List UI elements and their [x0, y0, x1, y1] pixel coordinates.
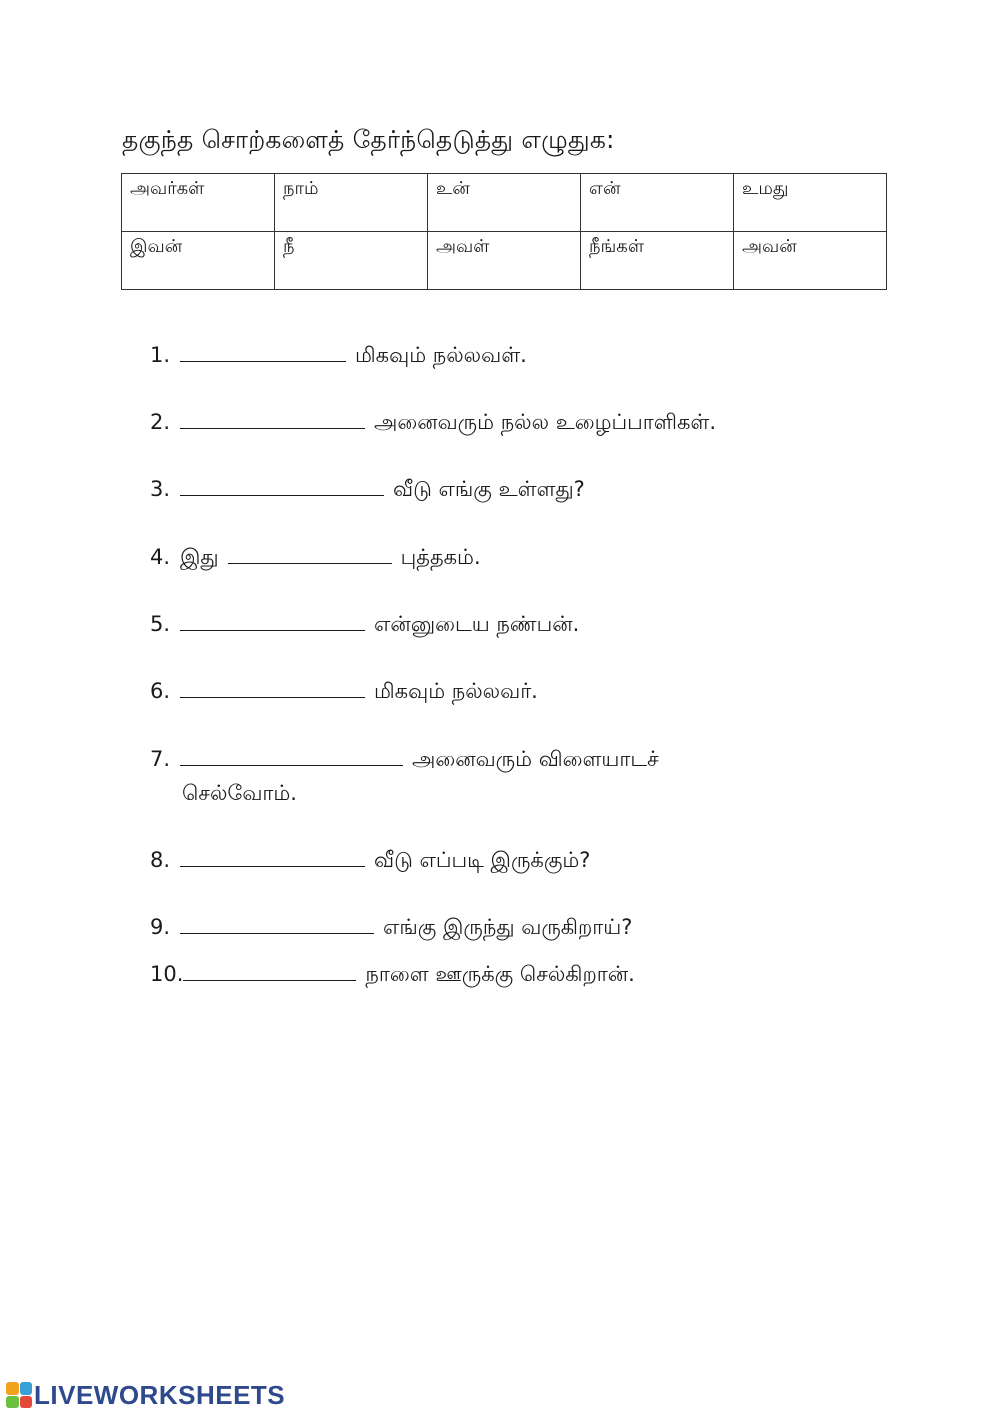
- question-text: எங்கு இருந்து வருகிறாய்?: [383, 915, 633, 939]
- question-text-before: இது: [180, 545, 219, 569]
- word-bank-cell[interactable]: என்: [581, 174, 734, 232]
- question-9: [150, 910, 632, 944]
- logo-square: [6, 1396, 19, 1409]
- question-text: மிகவும் நல்லவள்.: [355, 343, 527, 367]
- question-text: வீடு எப்படி இருக்கும்?: [374, 848, 591, 872]
- word-bank-row: [122, 232, 887, 290]
- question-4: [150, 540, 481, 574]
- question-number: 8.: [150, 848, 171, 872]
- question-8: [150, 843, 590, 877]
- question-number: 9.: [150, 915, 171, 939]
- question-5: [150, 607, 579, 641]
- question-text-continuation: செல்வோம்.: [182, 781, 297, 805]
- brand-name: LIVEWORKSHEETS: [34, 1379, 286, 1410]
- logo-square: [20, 1396, 33, 1409]
- question-10: [150, 957, 635, 991]
- logo-square: [20, 1382, 33, 1395]
- word-bank-cell[interactable]: நாம்: [275, 174, 428, 232]
- worksheet-title: தகுந்த சொற்களைத் தேர்ந்தெடுத்து எழுதுக:: [122, 125, 615, 154]
- answer-blank[interactable]: [180, 339, 346, 362]
- answer-blank[interactable]: [180, 473, 384, 496]
- answer-blank[interactable]: [180, 844, 365, 867]
- word-bank-cell[interactable]: உன்: [428, 174, 581, 232]
- question-number: 1.: [150, 343, 171, 367]
- question-text: வீடு எங்கு உள்ளது?: [393, 477, 585, 501]
- question-text: அனைவரும் விளையாடச்: [412, 747, 659, 771]
- answer-blank[interactable]: [228, 541, 392, 564]
- logo-square: [6, 1382, 19, 1395]
- question-6: [150, 674, 538, 708]
- answer-blank[interactable]: [180, 743, 403, 766]
- question-text: என்னுடைய நண்பன்.: [374, 612, 580, 636]
- word-bank-cell[interactable]: அவள்: [428, 232, 581, 290]
- liveworksheets-brand: [6, 1380, 285, 1410]
- question-number: 5.: [150, 612, 171, 636]
- question-text: நாளை ஊருக்கு செல்கிறான்.: [365, 962, 635, 986]
- word-bank-cell[interactable]: அவன்: [734, 232, 887, 290]
- question-number: 4.: [150, 545, 171, 569]
- answer-blank[interactable]: [180, 608, 365, 631]
- question-number: 6.: [150, 679, 171, 703]
- answer-blank[interactable]: [180, 406, 365, 429]
- question-2: [150, 405, 716, 439]
- word-bank-cell[interactable]: நீங்கள்: [581, 232, 734, 290]
- word-bank-table: [121, 173, 887, 290]
- question-number: 10.: [150, 962, 184, 986]
- word-bank-cell[interactable]: அவர்கள்: [122, 174, 275, 232]
- word-bank-cell[interactable]: நீ: [275, 232, 428, 290]
- question-text: புத்தகம்.: [400, 545, 481, 569]
- question-number: 3.: [150, 477, 171, 501]
- question-text: அனைவரும் நல்ல உழைப்பாளிகள்.: [374, 410, 717, 434]
- question-number: 7.: [150, 747, 171, 771]
- question-text: மிகவும் நல்லவர்.: [374, 679, 538, 703]
- answer-blank[interactable]: [180, 911, 374, 934]
- word-bank-cell[interactable]: உமது: [734, 174, 887, 232]
- liveworksheets-logo-icon: [6, 1382, 32, 1408]
- question-7: [150, 742, 659, 810]
- word-bank-row: [122, 174, 887, 232]
- answer-blank[interactable]: [183, 958, 356, 981]
- answer-blank[interactable]: [180, 675, 365, 698]
- word-bank-cell[interactable]: இவன்: [122, 232, 275, 290]
- question-1: [150, 338, 527, 372]
- question-3: [150, 472, 585, 506]
- question-number: 2.: [150, 410, 171, 434]
